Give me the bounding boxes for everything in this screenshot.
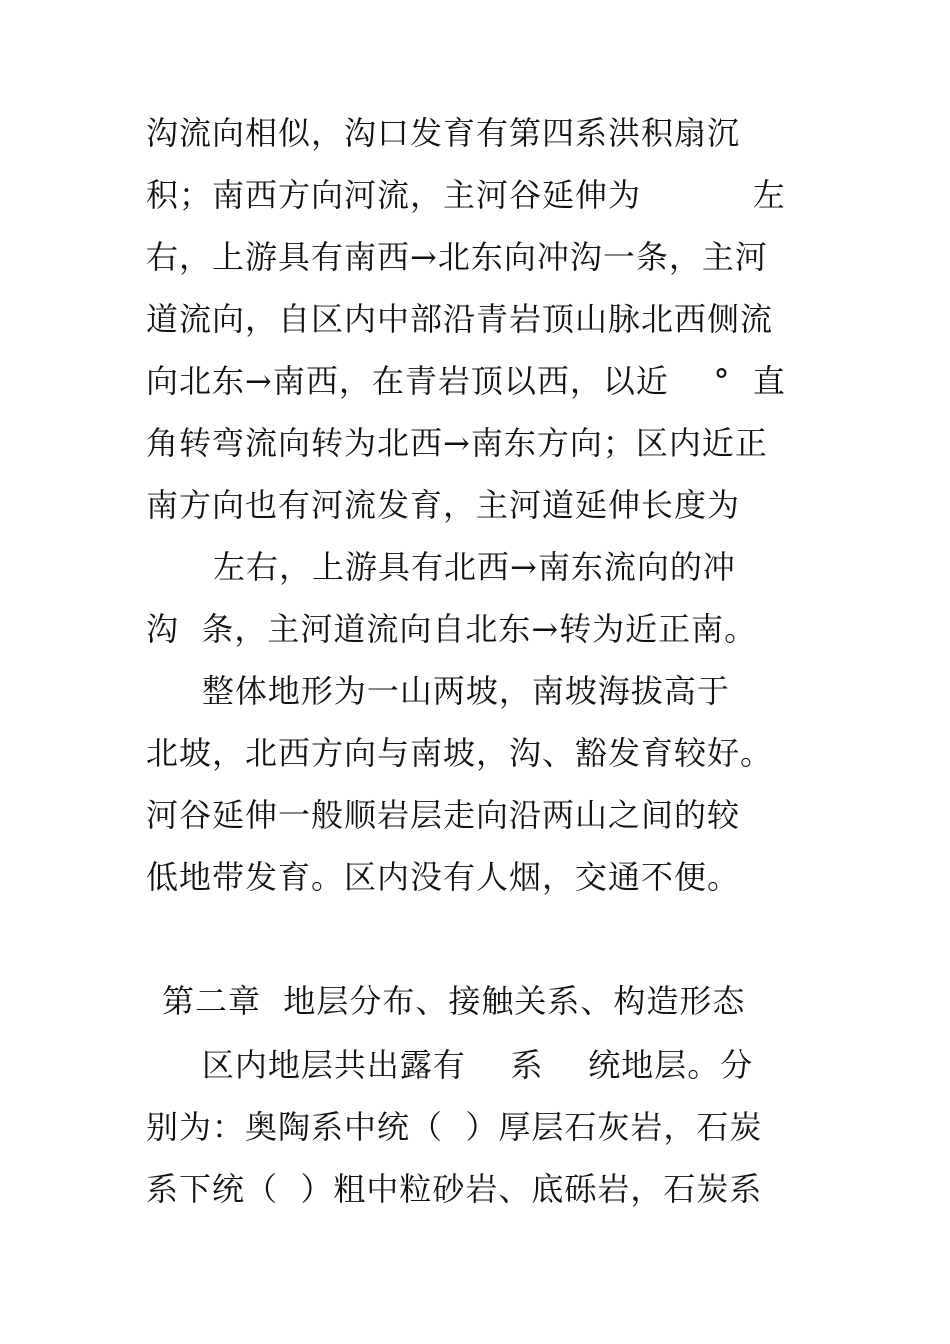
paragraph-line: 区内地层共出露有 系 统地层。分 (146, 1046, 754, 1084)
chapter-heading: 第二章 地层分布、接触关系、构造形态 (162, 982, 746, 1020)
paragraph-line: 低地带发育。区内没有人烟，交通不便。 (146, 858, 741, 896)
paragraph-line: 别为：奥陶系中统（ ）厚层石灰岩，石炭 (146, 1108, 763, 1146)
paragraph-line: 沟流向相似，沟口发育有第四系洪积扇沉 (146, 114, 741, 152)
paragraph-line: 沟 条，主河道流向自北东→转为近正南。 (146, 610, 758, 648)
paragraph-line: 右，上游具有南西→北东向冲沟一条，主河 (146, 238, 768, 276)
paragraph-line: 积；南西方向河流，主河谷延伸为 左 (146, 176, 786, 214)
paragraph-line: 左右，上游具有北西→南东流向的冲 (146, 548, 736, 586)
paragraph-line: 系下统（ ）粗中粒砂岩、底砾岩，石炭系 (146, 1170, 763, 1208)
paragraph-line: 整体地形为一山两坡，南坡海拔高于 (146, 672, 730, 710)
paragraph-line: 南方向也有河流发育，主河道延伸长度为 (146, 486, 741, 524)
paragraph-line: 河谷延伸一般顺岩层走向沿两山之间的较 (146, 796, 741, 834)
paragraph-line: 北坡，北西方向与南坡，沟、豁发育较好。 (146, 734, 774, 772)
paragraph-line: 道流向，自区内中部沿青岩顶山脉北西侧流 (146, 300, 774, 338)
paragraph-line: 向北东→南西，在青岩顶以西，以近 ° 直 (146, 362, 786, 400)
paragraph-line: 角转弯流向转为北西→南东方向；区内近正 (146, 424, 768, 462)
